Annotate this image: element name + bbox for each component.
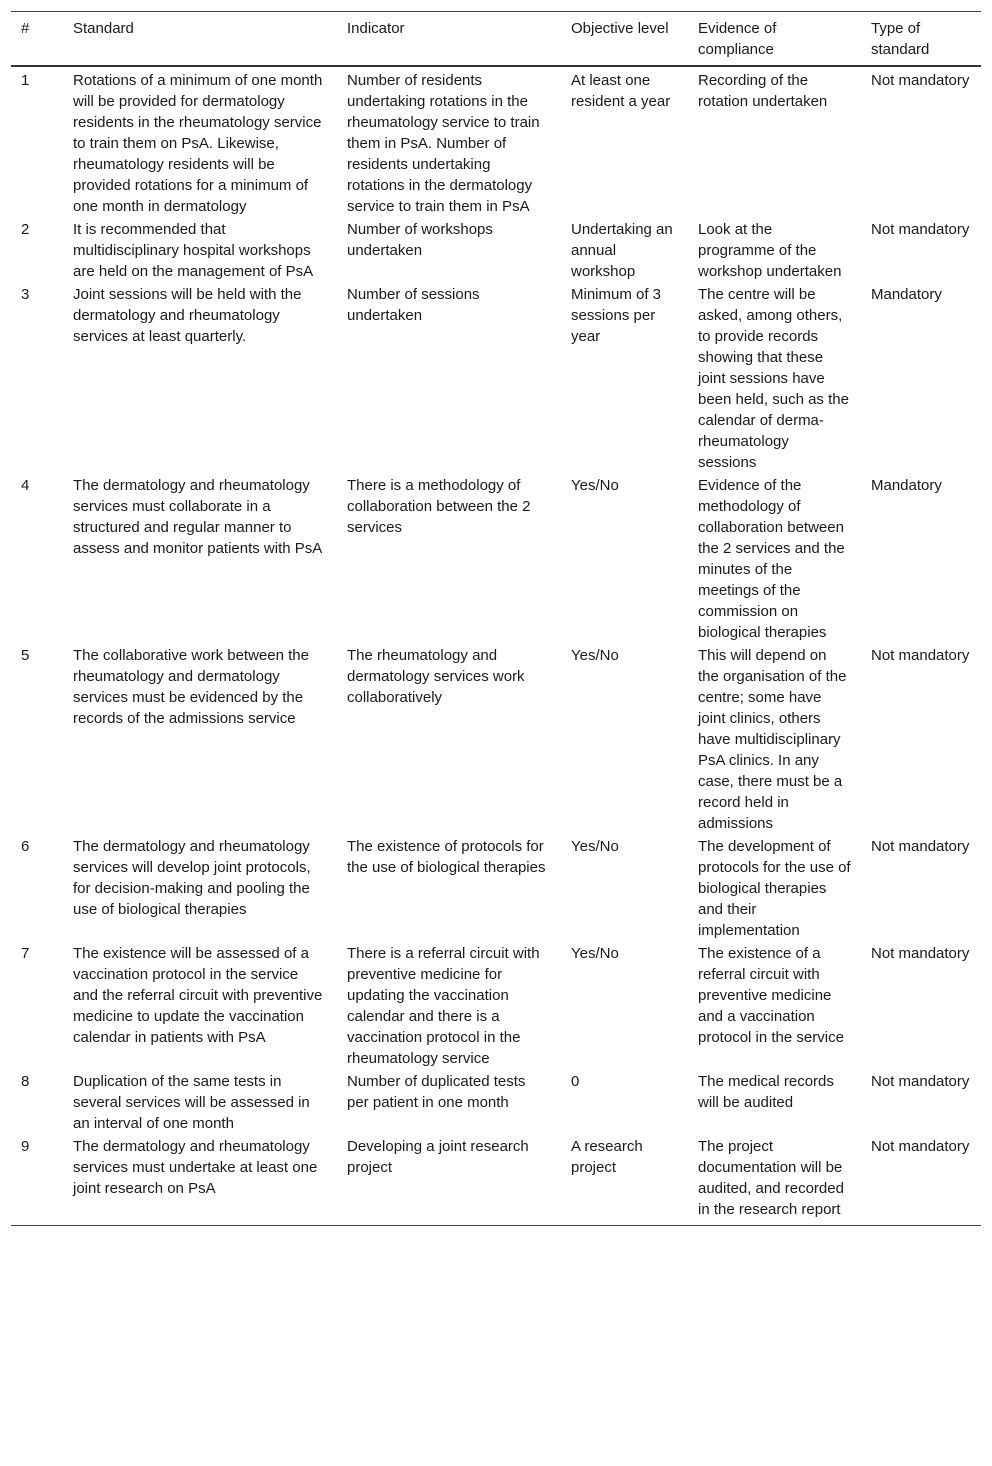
objective-cell: Yes/No bbox=[571, 647, 619, 664]
evidence-cell: The medical records will be audited bbox=[698, 1073, 834, 1111]
table-header bbox=[11, 12, 981, 67]
objective-cell: 0 bbox=[571, 1073, 580, 1090]
indicator-cell: Number of workshops undertaken bbox=[347, 221, 493, 259]
standard-cell: The collaborative work between the rheumatology and dermatology services must be evidenced by the records of the admissions service bbox=[73, 647, 309, 727]
table-row bbox=[11, 835, 981, 942]
objective-cell: Yes/No bbox=[571, 838, 619, 855]
evidence-cell: The centre will be asked, among others, to provide records showing that these joint sessions have been held, such as the calendar of derma-rheumatology sessions bbox=[698, 286, 849, 471]
header-objective-level: Objective level bbox=[571, 20, 669, 37]
objective-cell: Undertaking an annual workshop bbox=[571, 221, 673, 280]
table-row bbox=[11, 218, 981, 283]
evidence-cell: This will depend on the organisation of the centre; some have joint clinics, others have multidisciplinary PsA clinics. In any case, there must be a record held in admissions bbox=[698, 647, 847, 832]
objective-cell: Yes/No bbox=[571, 945, 619, 962]
indicator-cell: Number of sessions undertaken bbox=[347, 286, 480, 324]
header-evidence-of-compliance: Evidence of compliance bbox=[698, 20, 777, 58]
standard-cell: Joint sessions will be held with the dermatology and rheumatology services at least quarterly. bbox=[73, 286, 302, 345]
table-row bbox=[11, 1135, 981, 1226]
row-number: 2 bbox=[21, 221, 30, 238]
type-cell: Not mandatory bbox=[871, 1073, 970, 1090]
objective-cell: At least one resident a year bbox=[571, 72, 671, 110]
header-indicator: Indicator bbox=[347, 20, 405, 37]
objective-cell: Yes/No bbox=[571, 477, 619, 494]
header-standard: Standard bbox=[73, 20, 134, 37]
indicator-cell: There is a referral circuit with preventive medicine for updating the vaccination calendar and there is a vaccination protocol in the rheumatology service bbox=[347, 945, 540, 1067]
row-number: 9 bbox=[21, 1138, 30, 1155]
row-number: 7 bbox=[21, 945, 30, 962]
type-cell: Mandatory bbox=[871, 286, 942, 303]
table-row bbox=[11, 474, 981, 644]
evidence-cell: The existence of a referral circuit with preventive medicine and a vaccination protocol in the service bbox=[698, 945, 844, 1046]
row-number: 8 bbox=[21, 1073, 30, 1090]
row-number: 6 bbox=[21, 838, 30, 855]
evidence-cell: The development of protocols for the use of biological therapies and their implementation bbox=[698, 838, 851, 939]
table-row bbox=[11, 283, 981, 474]
header-number: # bbox=[21, 20, 30, 37]
indicator-cell: Developing a joint research project bbox=[347, 1138, 529, 1176]
table-row bbox=[11, 644, 981, 835]
indicator-cell: There is a methodology of collaboration between the 2 services bbox=[347, 477, 531, 536]
evidence-cell: The project documentation will be audited, and recorded in the research report bbox=[698, 1138, 844, 1218]
standard-cell: It is recommended that multidisciplinary hospital workshops are held on the management of PsA bbox=[73, 221, 314, 280]
standard-cell: Duplication of the same tests in several services will be assessed in an interval of one month bbox=[73, 1073, 310, 1132]
standard-cell: The dermatology and rheumatology services must collaborate in a structured and regular manner to assess and monitor patients with PsA bbox=[73, 477, 323, 557]
header-row bbox=[11, 12, 981, 67]
type-cell: Not mandatory bbox=[871, 221, 970, 238]
type-cell: Not mandatory bbox=[871, 647, 970, 664]
row-number: 5 bbox=[21, 647, 30, 664]
row-number: 3 bbox=[21, 286, 30, 303]
table-row bbox=[11, 942, 981, 1070]
indicator-cell: The rheumatology and dermatology services work collaboratively bbox=[347, 647, 525, 706]
type-cell: Not mandatory bbox=[871, 838, 970, 855]
evidence-cell: Look at the programme of the workshop undertaken bbox=[698, 221, 842, 280]
standard-cell: The existence will be assessed of a vaccination protocol in the service and the referral circuit with preventive medicine to update the vaccination calendar in patients with PsA bbox=[73, 945, 323, 1046]
table-row bbox=[11, 66, 981, 218]
row-number: 4 bbox=[21, 477, 30, 494]
type-cell: Not mandatory bbox=[871, 1138, 970, 1155]
standards-table bbox=[11, 11, 981, 1226]
type-cell: Mandatory bbox=[871, 477, 942, 494]
header-type-of-standard: Type of standard bbox=[871, 20, 930, 58]
type-cell: Not mandatory bbox=[871, 72, 970, 89]
standard-cell: Rotations of a minimum of one month will be provided for dermatology residents in the rheumatology service to train them on PsA. Likewise, rheumatology residents will be provided rotations for a minimum of one month in dermatology bbox=[73, 72, 323, 215]
objective-cell: Minimum of 3 sessions per year bbox=[571, 286, 662, 345]
indicator-cell: Number of duplicated tests per patient in one month bbox=[347, 1073, 526, 1111]
indicator-cell: The existence of protocols for the use of biological therapies bbox=[347, 838, 546, 876]
standard-cell: The dermatology and rheumatology services must undertake at least one joint research on PsA bbox=[73, 1138, 318, 1197]
row-number: 1 bbox=[21, 72, 30, 89]
objective-cell: A research project bbox=[571, 1138, 643, 1176]
evidence-cell: Evidence of the methodology of collaboration between the 2 services and the minutes of the meetings of the commission on biological therapies bbox=[698, 477, 845, 641]
standard-cell: The dermatology and rheumatology services will develop joint protocols, for decision-making and pooling the use of biological therapies bbox=[73, 838, 311, 918]
table-row bbox=[11, 1070, 981, 1135]
indicator-cell: Number of residents undertaking rotations in the rheumatology service to train them in PsA. Number of residents undertaking rotations in the dermatology service to train them in PsA bbox=[347, 72, 540, 215]
type-cell: Not mandatory bbox=[871, 945, 970, 962]
evidence-cell: Recording of the rotation undertaken bbox=[698, 72, 828, 110]
table-body bbox=[11, 66, 981, 1226]
